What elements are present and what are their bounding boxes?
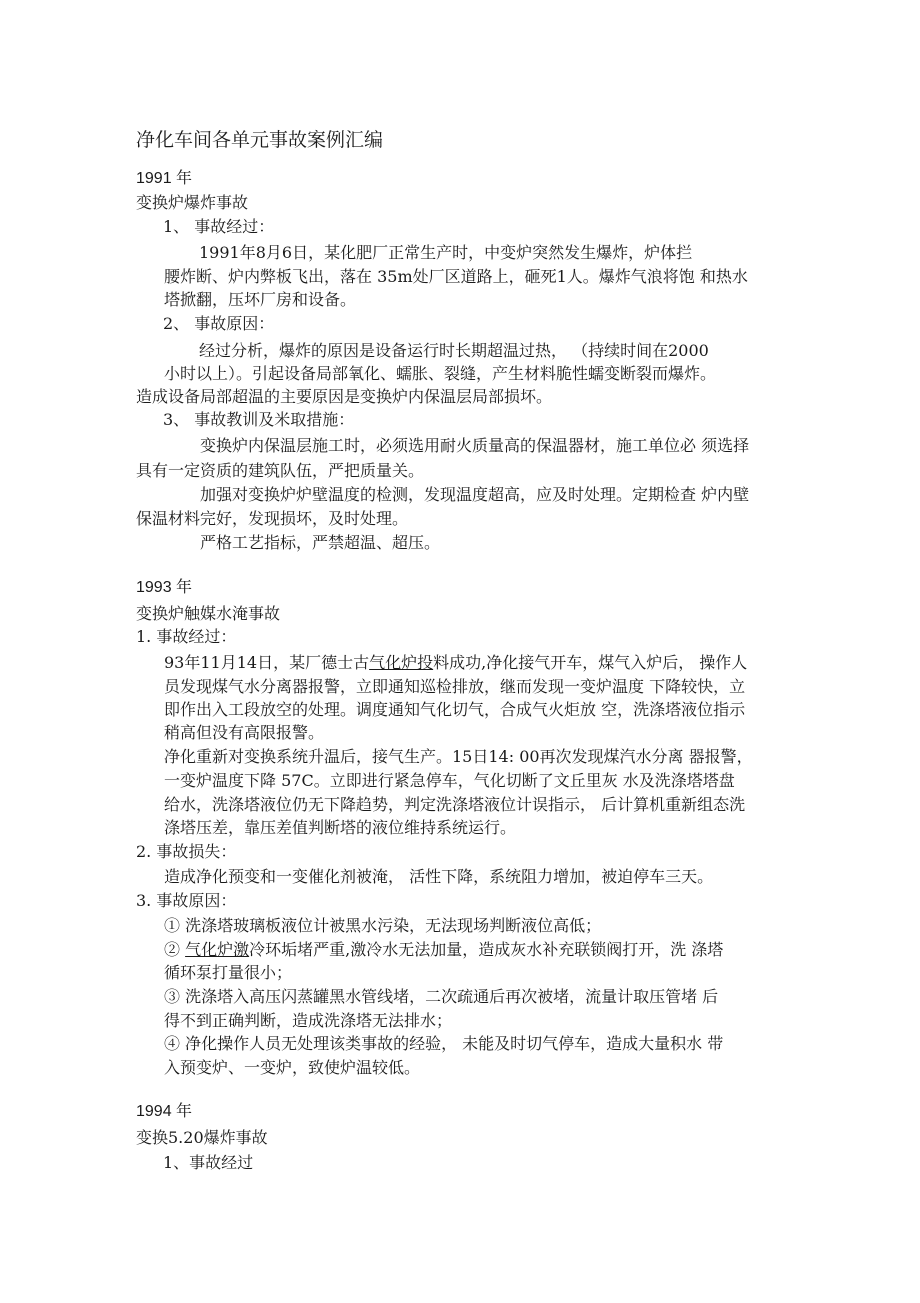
heading-1994-1: 1、事故经过 — [163, 1153, 254, 1172]
section-title-1991: 变换炉爆炸事故 — [136, 193, 249, 212]
document-title: 净化车间各单元事故案例汇编 — [136, 129, 384, 151]
year-1993: 1993 年 — [136, 579, 193, 596]
para-line: 即作出入工段放空的处理。调度通知气化切气，合成气火炬放 空，洗涤塔液位指示 — [164, 700, 746, 719]
year-1991: 1991 年 — [136, 170, 193, 187]
underlined-term: 气化炉投 — [369, 653, 434, 672]
para-line: 1991年8月6日，某化肥厂正常生产时，中变炉突然发生爆炸，炉体拦 — [199, 243, 693, 262]
text-run: 93年11月14日，某厂德士古 — [164, 653, 370, 672]
cause-item-3: ③ 洗涤塔入高压闪蒸罐黑水管线堵，二次疏通后再次被堵，流量计取压管堵 后 — [164, 987, 719, 1006]
text-run: 料成功,净化接气开车，煤气入炉后， 操作人 — [433, 653, 748, 672]
para-line: 保温材料完好，发现损坏，及时处理。 — [136, 509, 409, 528]
section-title-1993: 变换炉触媒水淹事故 — [136, 604, 281, 623]
heading-1991-3: 3、 事故教训及米取措施： — [163, 410, 355, 429]
text-run: 冷环垢堵严重,激冷水无法加量，造成灰水补充联锁阀打开，洗 涤塔 — [249, 940, 724, 959]
section-title-1994: 变换5.20爆炸事故 — [136, 1128, 268, 1147]
underlined-term: 气化炉激 — [185, 940, 250, 959]
para-line: 涤塔压差，靠压差值判断塔的液位维持系统运行。 — [164, 818, 517, 837]
para-line: 塔掀翻，压坏厂房和设备。 — [164, 290, 357, 309]
cause-item-2 — [164, 939, 723, 961]
heading-1991-1: 1、 事故经过： — [163, 217, 275, 236]
para-line: 给水，洗涤塔液位仍无下降趋势，判定洗涤塔液位计误指示， 后计算机重新组态洗 — [164, 795, 746, 814]
para-line: 得不到正确判断，造成洗涤塔无法排水； — [164, 1011, 453, 1030]
para-line: 具有一定资质的建筑队伍，严把质量关。 — [136, 461, 425, 480]
para-line: 造成净化预变和一变催化剂被淹， 活性下降，系统阻力增加，被迫停车三天。 — [164, 867, 714, 886]
heading-1993-2: 2. 事故损失： — [136, 842, 237, 861]
para-line: 腰炸断、炉内弊板飞出，落在 35m处厂区道路上，砸死1人。爆炸气浪将饱 和热水 — [164, 267, 748, 286]
heading-1993-1: 1. 事故经过： — [136, 627, 237, 646]
para-line: 净化重新对变换系统升温后，接气生产。15日14: 00再次发现煤汽水分离 器报警， — [164, 747, 753, 766]
para-line: 稍高但没有高限报警。 — [164, 723, 325, 742]
cause-item-1: ① 洗涤塔玻璃板液位计被黑水污染，无法现场判断液位高低； — [164, 916, 602, 935]
para-line — [164, 652, 747, 674]
para-line: 严格工艺指标，严禁超温、超压。 — [200, 533, 441, 552]
heading-1993-3: 3. 事故原因： — [136, 891, 237, 910]
para-line: 变换炉内保温层施工时，必须选用耐火质量高的保温器材，施工单位必 须选择 — [200, 436, 750, 455]
para-line: 经过分析，爆炸的原因是设备运行时长期超温过热， （持续时间在2000 — [199, 341, 709, 360]
para-line: 循环泵打量很小； — [164, 963, 293, 982]
para-line: 造成设备局部超温的主要原因是变换炉内保温层局部损坏。 — [136, 387, 553, 406]
para-line: 员发现煤气水分离器报警，立即通知巡检排放，继而发现一变炉温度 下降较快，立 — [164, 677, 746, 696]
cause-item-4: ④ 净化操作人员无处理该类事故的经验， 未能及时切气停车，造成大量积水 带 — [164, 1034, 724, 1053]
text-run: ② — [164, 940, 186, 959]
year-1994: 1994 年 — [136, 1103, 193, 1120]
para-line: 加强对变换炉炉壁温度的检测，发现温度超高，应及时处理。定期检查 炉内壁 — [200, 485, 750, 504]
heading-1991-2: 2、 事故原因： — [163, 314, 275, 333]
para-line: 小时以上）。引起设备局部氧化、蠕胀、裂缝，产生材料脆性蠕变断裂而爆炸。 — [164, 364, 717, 383]
para-line: 一变炉温度下降 57C。立即进行紧急停车，气化切断了文丘里灰 水及洗涤塔塔盘 — [164, 771, 735, 790]
para-line: 入预变炉、一变炉，致使炉温较低。 — [164, 1058, 421, 1077]
